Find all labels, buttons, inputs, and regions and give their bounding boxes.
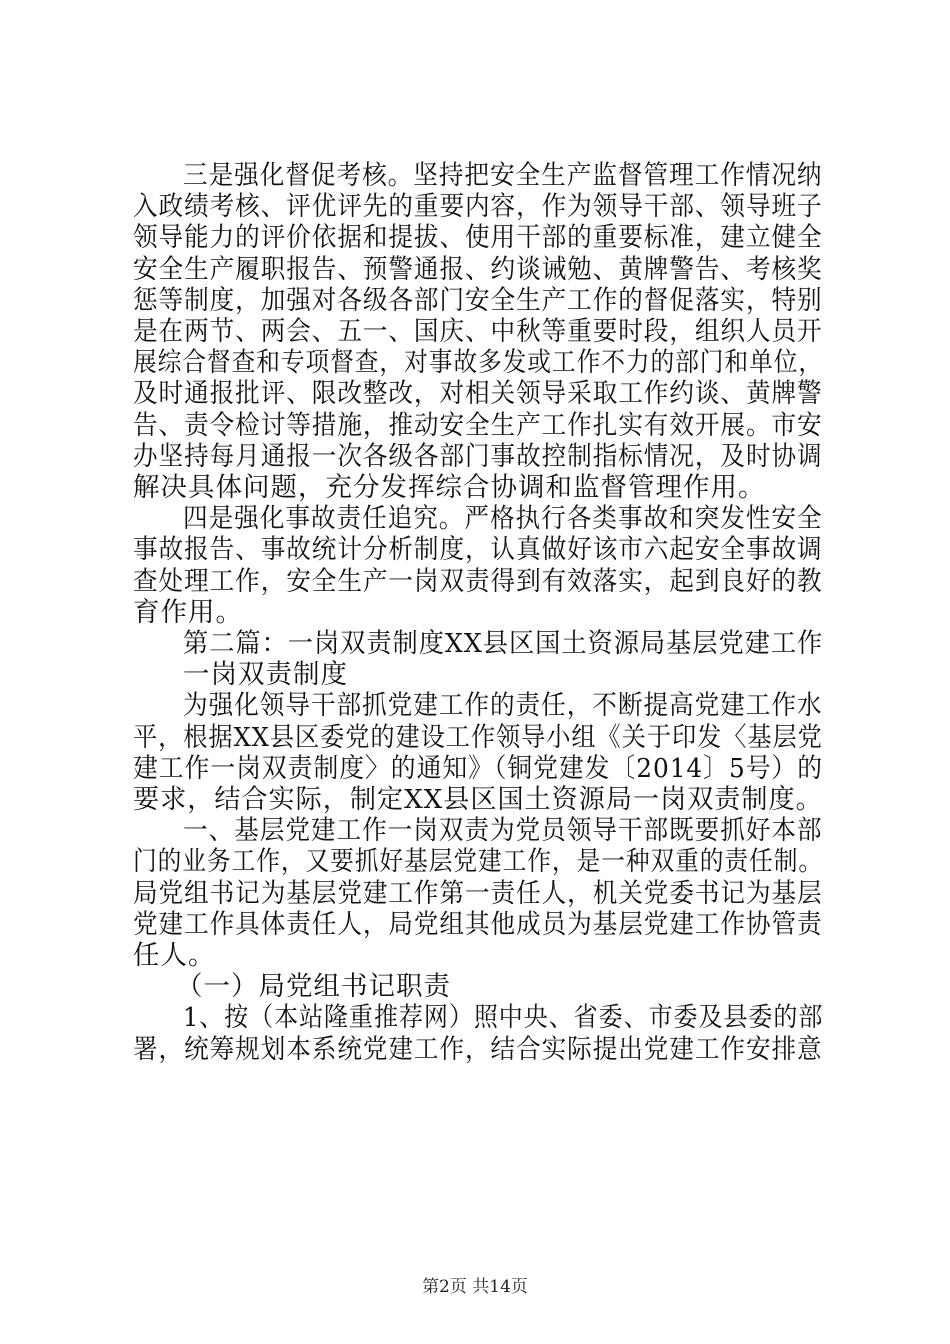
text-line: 安全生产履职报告、预警通报、约谈诫勉、黄牌警告、考核奖 [133, 253, 823, 285]
page-footer: 第2页 共14页 [422, 1277, 528, 1297]
text-line: 入政绩考核、评优评先的重要内容，作为领导干部、领导班子 [133, 191, 823, 223]
text-line: 党建工作具体责任人，局党组其他成员为基层党建工作协管责 [133, 908, 823, 940]
text-line: 门的业务工作，又要抓好基层党建工作，是一种双重的责任制。 [133, 846, 823, 878]
text-line: 署，统筹规划本系统党建工作，结合实际提出党建工作安排意 [133, 1033, 823, 1065]
text-line: 查处理工作，安全生产一岗双责得到有效落实，起到良好的教 [133, 565, 823, 597]
section-heading: 一岗双责制度 [183, 659, 348, 691]
text-line: 建工作一岗双责制度〉的通知》（铜党建发〔2014〕5号）的 [133, 752, 824, 784]
text-line: 一、基层党建工作一岗双责为党员领导干部既要抓好本部 [183, 815, 823, 847]
text-line: 1、按（本站隆重推荐网）照中央、省委、市委及县委的部 [183, 1002, 824, 1034]
section-heading: 第二篇：一岗双责制度XX县区国土资源局基层党建工作 [183, 628, 824, 659]
text-line: 要求，结合实际，制定XX县区国土资源局一岗双责制度。 [133, 784, 823, 815]
text-line: 办坚持每月通报一次各级各部门事故控制指标情况，及时协调 [133, 440, 823, 472]
text-line: 及时通报批评、限改整改，对相关领导采取工作约谈、黄牌警 [133, 378, 823, 410]
text-line: 告、责令检讨等措施，推动安全生产工作扎实有效开展。市安 [133, 409, 823, 441]
text-line: 解决具体问题，充分发挥综合协调和监督管理作用。 [133, 472, 766, 503]
text-line: 任人。 [133, 940, 216, 971]
text-line: 事故报告、事故统计分析制度，认真做好该市六起安全事故调 [133, 534, 823, 566]
text-line: 是在两节、两会、五一、国庆、中秋等重要时段，组织人员开 [133, 316, 823, 347]
subsection-heading: （一）局党组书记职责 [176, 971, 451, 1003]
text-line: 局党组书记为基层党建工作第一责任人，机关党委书记为基层 [133, 877, 823, 909]
text-line: 育作用。 [133, 596, 243, 628]
text-line: 展综合督查和专项督查，对事故多发或工作不力的部门和单位， [133, 347, 823, 379]
text-line: 平，根据XX县区委党的建设工作领导小组《关于印发〈基层党 [133, 721, 823, 753]
text-line: 惩等制度，加强对各级各部门安全生产工作的督促落实，特别 [133, 284, 823, 316]
text-line: 四是强化事故责任追究。严格执行各类事故和突发性安全 [183, 503, 823, 535]
text-line: 三是强化督促考核。坚持把安全生产监督管理工作情况纳 [183, 160, 823, 191]
text-line: 领导能力的评价依据和提拔、使用干部的重要标准，建立健全 [133, 222, 823, 254]
text-line: 为强化领导干部抓党建工作的责任，不断提高党建工作水 [183, 690, 823, 722]
